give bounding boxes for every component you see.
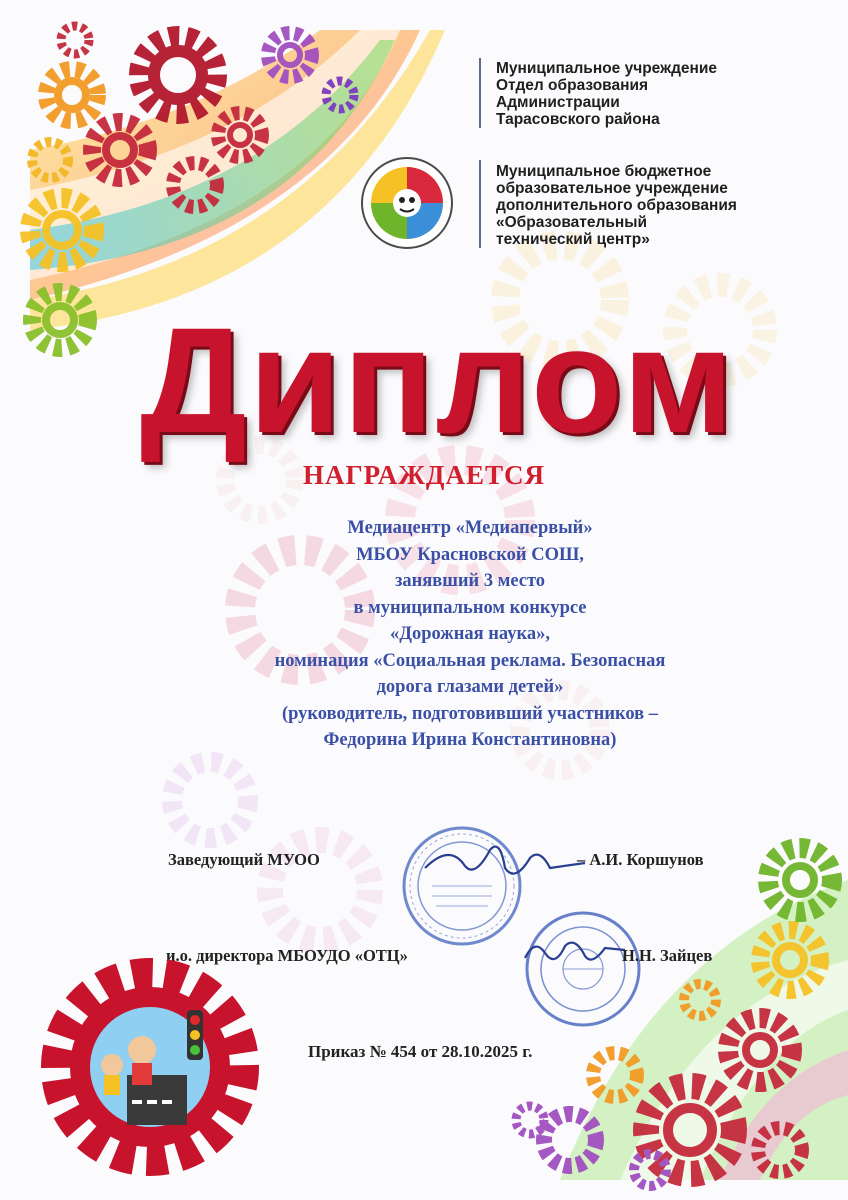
signer2-position: и.о. директора МБОУДО «ОТЦ» xyxy=(166,946,408,965)
award-line: в муниципальном конкурсе xyxy=(353,597,587,618)
award-line: Федорина Ирина Константиновна) xyxy=(323,730,617,750)
award-line: Медиацентр «Медиапервый» xyxy=(347,518,593,538)
signer2-name: Н.Н. Зайцев xyxy=(622,946,713,965)
signer1-name: – А.И. Коршунов xyxy=(577,850,704,869)
org1-line: Муниципальное учреждение xyxy=(496,60,718,77)
org2-line: дополнительного образования xyxy=(496,197,737,214)
org2-line: «Образовательный xyxy=(496,214,647,231)
award-line: дорога глазами детей» xyxy=(376,677,564,697)
header-divider-2 xyxy=(479,160,481,248)
org1-line: Тарасовского района xyxy=(496,111,660,128)
org2-line: Муниципальное бюджетное xyxy=(496,163,712,180)
award-line: номинация «Социальная реклама. Безопасная xyxy=(274,650,666,671)
diploma-title: Диплом xyxy=(140,296,736,464)
award-line: МБОУ Красновской СОШ, xyxy=(356,544,584,565)
org1-line: Отдел образования xyxy=(496,77,649,94)
signature-korshunov xyxy=(420,838,590,888)
org-header-2 xyxy=(496,163,737,248)
award-text xyxy=(150,515,790,754)
awarded-heading: НАГРАЖДАЕТСЯ xyxy=(302,460,545,490)
org2-line: технический центр» xyxy=(496,231,650,248)
award-line: (руководитель, подготовивший участников – xyxy=(281,703,659,724)
award-line: «Дорожная наука», xyxy=(390,624,550,644)
contest-badge-logo xyxy=(32,955,268,1180)
org-header-1 xyxy=(496,60,717,128)
org1-line: Администрации xyxy=(496,94,620,111)
order-reference: Приказ № 454 от 28.10.2025 г. xyxy=(308,1042,533,1061)
center-logo xyxy=(352,153,462,253)
award-line: занявший 3 место xyxy=(394,571,546,591)
header-divider-1 xyxy=(479,58,481,128)
signer1-position: Заведующий МУОО xyxy=(168,850,320,869)
org2-line: образовательное учреждение xyxy=(496,180,728,197)
signature-zaitsev xyxy=(520,928,630,978)
